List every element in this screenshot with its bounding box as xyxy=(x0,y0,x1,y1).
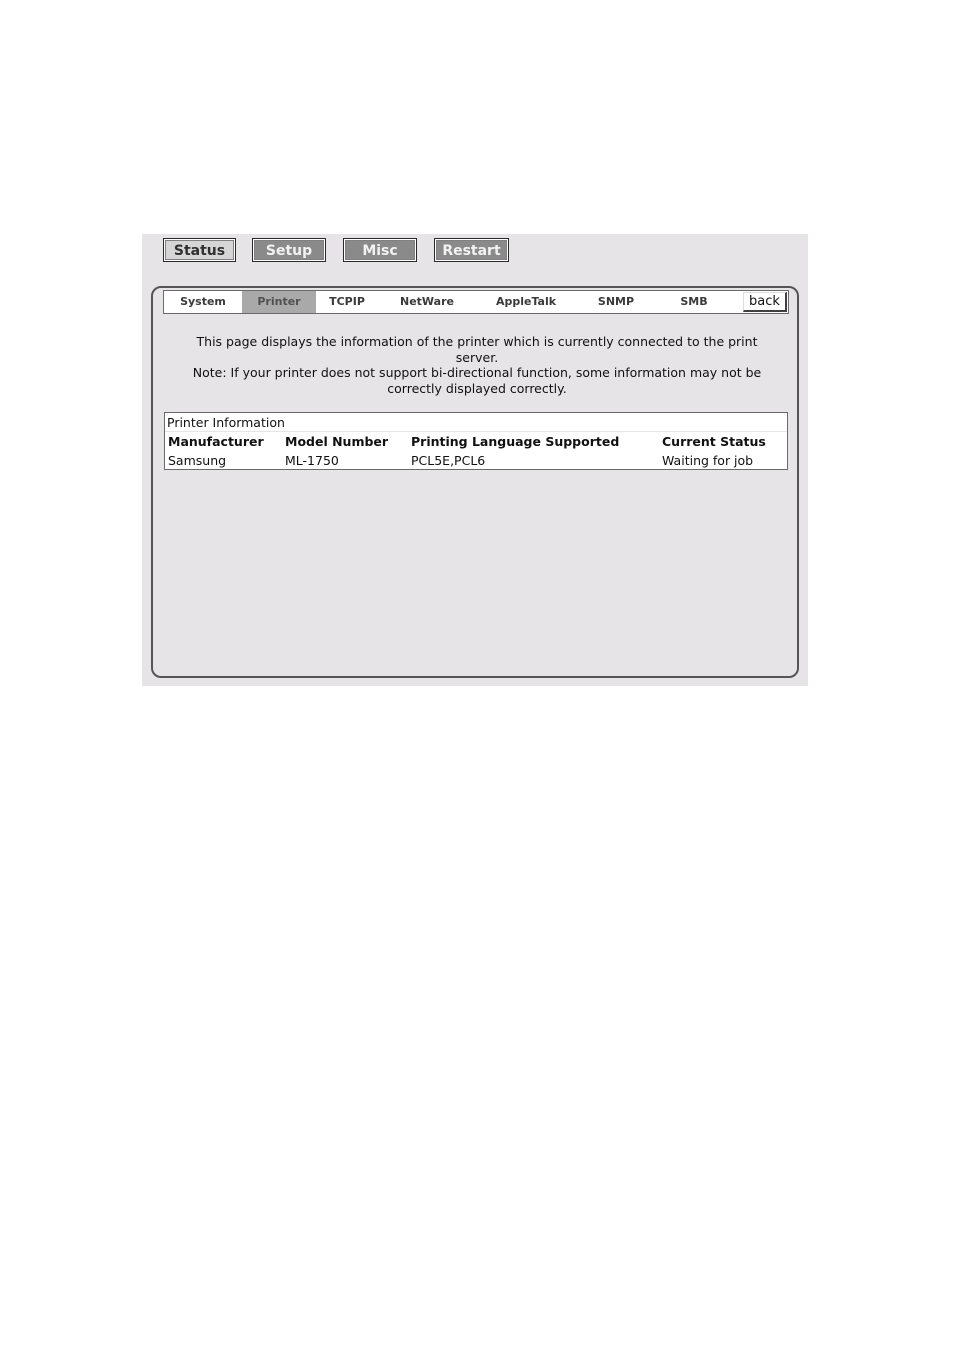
table-divider xyxy=(165,431,787,432)
header-current-status: Current Status xyxy=(662,434,766,449)
tab-snmp[interactable]: SNMP xyxy=(597,295,635,308)
description-line-1: This page displays the information of the printer which is currently connected to the print server. xyxy=(196,334,758,365)
header-printing-language: Printing Language Supported xyxy=(411,434,620,449)
printer-info-title: Printer Information xyxy=(167,415,285,430)
back-button[interactable]: back xyxy=(743,292,787,312)
setup-button[interactable]: Setup xyxy=(252,238,326,262)
status-button[interactable]: Status xyxy=(163,238,236,262)
page-description xyxy=(177,334,777,396)
description-line-2: Note: If your printer does not support bi-directional function, some information may not be correctly displayed correctly. xyxy=(192,365,762,396)
tab-appletalk[interactable]: AppleTalk xyxy=(495,295,557,308)
printer-server-window xyxy=(142,234,808,686)
tab-printer[interactable]: Printer xyxy=(242,291,316,313)
misc-button[interactable]: Misc xyxy=(343,238,417,262)
printer-info-table xyxy=(164,412,788,470)
tab-smb[interactable]: SMB xyxy=(680,295,708,308)
cell-printing-language: PCL5E,PCL6 xyxy=(411,453,486,468)
cell-model-number: ML-1750 xyxy=(285,453,339,468)
content-panel xyxy=(151,286,799,678)
cell-current-status: Waiting for job xyxy=(662,453,754,468)
tab-netware[interactable]: NetWare xyxy=(400,295,454,308)
tab-system[interactable]: System xyxy=(180,295,226,308)
tab-bar xyxy=(163,290,789,314)
header-model-number: Model Number xyxy=(285,434,389,449)
restart-button[interactable]: Restart xyxy=(434,238,509,262)
header-manufacturer: Manufacturer xyxy=(168,434,264,449)
tab-tcpip[interactable]: TCPIP xyxy=(329,295,365,308)
cell-manufacturer: Samsung xyxy=(168,453,227,468)
